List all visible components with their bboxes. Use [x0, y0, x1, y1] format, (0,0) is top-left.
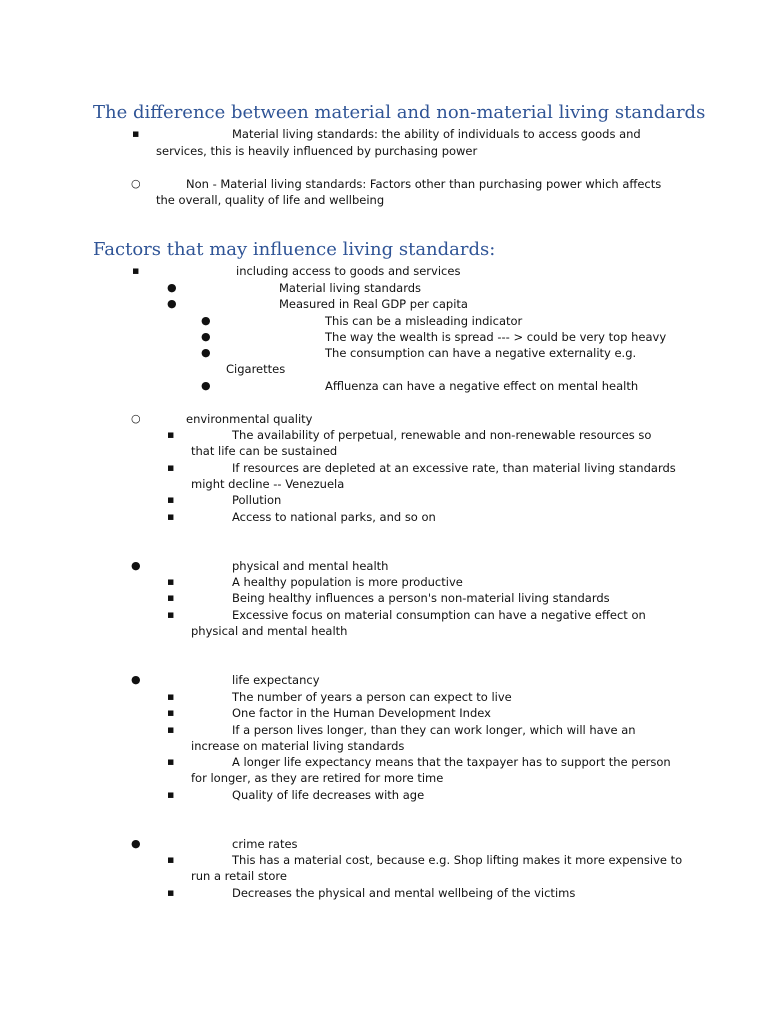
goods-subsub-wealth: The way the wealth is spread --- > could be very top heavy	[325, 330, 667, 344]
health-consumption-line1: Excessive focus on material consumption can have a negative effect on	[232, 608, 646, 622]
health-non-material: Being healthy influences a person's non-material living standards	[232, 591, 610, 605]
square-bullet-icon: ▪	[167, 428, 175, 441]
disc-bullet-icon: ●	[131, 673, 141, 686]
square-bullet-icon: ▪	[167, 608, 175, 621]
disc-bullet-icon: ●	[201, 379, 211, 392]
non-material-definition-line1: Non - Material living standards: Factors other than purchasing power which affects	[186, 177, 662, 191]
crime-material-cost-line2: run a retail store	[191, 869, 287, 883]
disc-bullet-icon: ●	[167, 297, 177, 310]
disc-bullet-icon: ●	[201, 346, 211, 359]
goods-subsub-affluenza: Affluenza can have a negative effect on mental health	[325, 379, 639, 393]
health-consumption-line2: physical and mental health	[191, 624, 348, 638]
square-bullet-icon: ▪	[167, 886, 175, 899]
life-taxpayer-line2: for longer, as they are retired for more time	[191, 771, 444, 785]
square-bullet-icon: ▪	[167, 575, 175, 588]
environment-label: environmental quality	[186, 412, 313, 426]
square-bullet-icon: ▪	[167, 690, 175, 703]
environment-resources-line2: that life can be sustained	[191, 444, 338, 458]
environment-depletion-line1: If resources are depleted at an excessive rate, than material living standards	[232, 461, 676, 475]
health-label: physical and mental health	[232, 559, 389, 573]
heading-difference: The difference between material and non-material living standards	[93, 102, 706, 123]
life-quality-age: Quality of life decreases with age	[232, 788, 425, 802]
goods-sub-gdp: Measured in Real GDP per capita	[279, 297, 468, 311]
heading-factors: Factors that may influence living standards:	[93, 239, 496, 260]
circle-bullet-icon: ○	[131, 412, 141, 425]
crime-label: crime rates	[232, 837, 298, 851]
square-bullet-icon: ▪	[167, 493, 175, 506]
square-bullet-icon: ▪	[167, 461, 175, 474]
environment-depletion-line2: might decline -- Venezuela	[191, 477, 345, 491]
life-label: life expectancy	[232, 673, 320, 687]
disc-bullet-icon: ●	[131, 559, 141, 572]
square-bullet-icon: ▪	[167, 591, 175, 604]
disc-bullet-icon: ●	[201, 314, 211, 327]
life-work-longer-line2: increase on material living standards	[191, 739, 405, 753]
crime-material-cost-line1: This has a material cost, because e.g. Shop lifting makes it more expensive to	[232, 853, 683, 867]
environment-resources-line1: The availability of perpetual, renewable and non-renewable resources so	[232, 428, 652, 442]
goods-services-label: including access to goods and services	[236, 264, 461, 278]
life-work-longer-line1: If a person lives longer, than they can work longer, which will have an	[232, 723, 636, 737]
square-bullet-icon: ▪	[167, 706, 175, 719]
square-bullet-icon: ▪	[167, 723, 175, 736]
square-bullet-icon: ▪	[167, 853, 175, 866]
health-productive: A healthy population is more productive	[232, 575, 463, 589]
non-material-definition-line2: the overall, quality of life and wellbeing	[156, 193, 385, 207]
disc-bullet-icon: ●	[131, 837, 141, 850]
square-bullet-icon: ▪	[167, 788, 175, 801]
square-bullet-icon: ▪	[132, 264, 140, 277]
square-bullet-icon: ▪	[167, 755, 175, 768]
life-taxpayer-line1: A longer life expectancy means that the taxpayer has to support the person	[232, 755, 671, 769]
goods-subsub-externality-line1: The consumption can have a negative externality e.g.	[325, 346, 637, 360]
environment-parks: Access to national parks, and so on	[232, 510, 436, 524]
disc-bullet-icon: ●	[201, 330, 211, 343]
crime-wellbeing: Decreases the physical and mental wellbeing of the victims	[232, 886, 576, 900]
life-years: The number of years a person can expect to live	[232, 690, 512, 704]
disc-bullet-icon: ●	[167, 281, 177, 294]
goods-sub-material: Material living standards	[279, 281, 422, 295]
goods-subsub-misleading: This can be a misleading indicator	[325, 314, 523, 328]
environment-pollution: Pollution	[232, 493, 282, 507]
life-hdi: One factor in the Human Development Index	[232, 706, 491, 720]
square-bullet-icon: ▪	[132, 127, 140, 140]
square-bullet-icon: ▪	[167, 510, 175, 523]
material-definition-line1: Material living standards: the ability of individuals to access goods and	[232, 127, 641, 141]
goods-subsub-externality-line2: Cigarettes	[226, 362, 286, 376]
material-definition-line2: services, this is heavily influenced by purchasing power	[156, 144, 478, 158]
circle-bullet-icon: ○	[131, 177, 141, 190]
